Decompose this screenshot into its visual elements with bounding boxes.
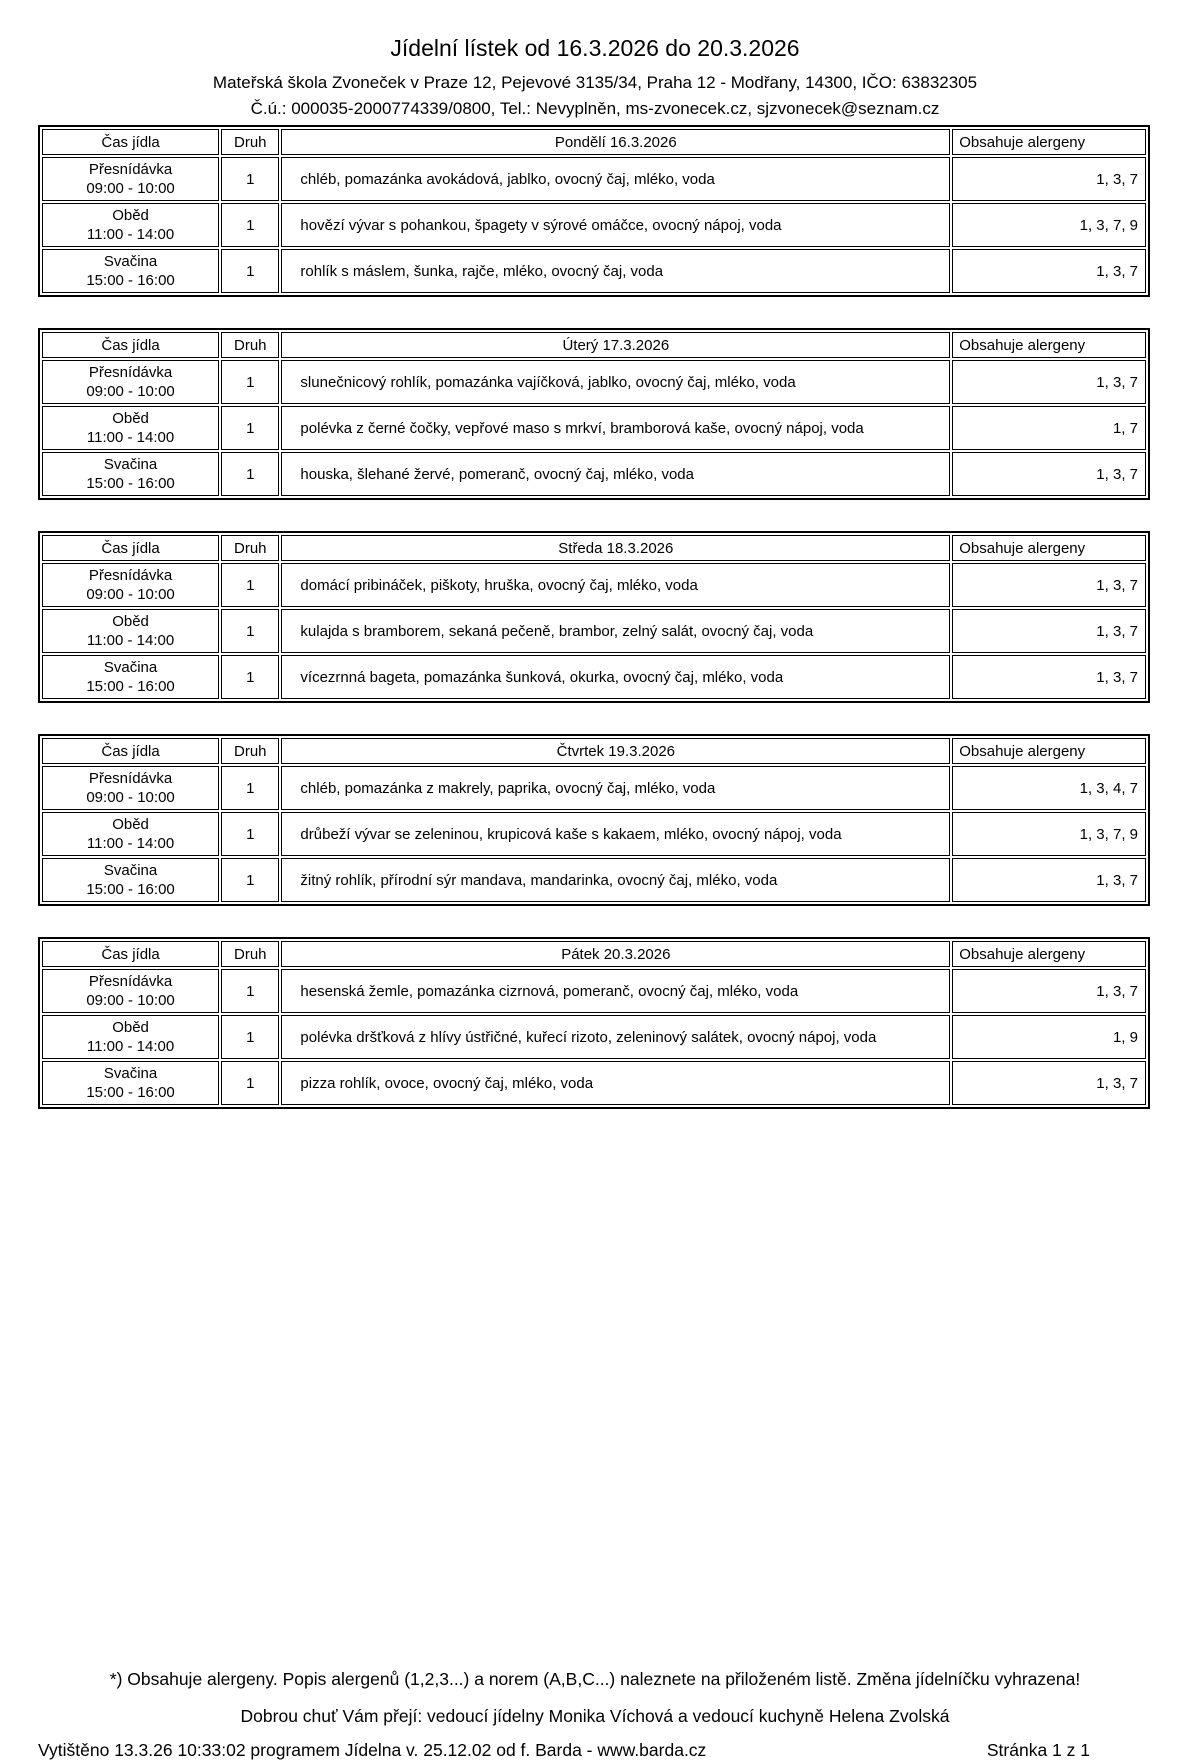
allergens-value: 1, 3, 7, 9 xyxy=(952,203,1146,247)
meal-name-time xyxy=(42,766,219,810)
allergens-value: 1, 3, 7 xyxy=(952,452,1146,496)
meal-name: Oběd xyxy=(112,207,149,224)
allergens-value: 1, 3, 7 xyxy=(952,563,1146,607)
allergens-column-header: Obsahuje alergeny xyxy=(952,129,1146,155)
menu-text: pizza rohlík, ovoce, ovocný čaj, mléko, voda xyxy=(281,1061,950,1105)
meal-name-time xyxy=(42,1061,219,1105)
allergens-value: 1, 9 xyxy=(952,1015,1146,1059)
type-column-header: Druh xyxy=(221,332,279,358)
meal-time: 09:00 - 10:00 xyxy=(86,992,175,1009)
meal-name: Svačina xyxy=(103,456,158,473)
menu-text: hesenská žemle, pomazánka cizrnová, pomeranč, ovocný čaj, mléko, voda xyxy=(281,969,950,1013)
menu-text: kulajda s bramborem, sekaná pečeně, brambor, zelný salát, ovocný čaj, voda xyxy=(281,609,950,653)
lunch-row xyxy=(42,609,1146,653)
type-column-header: Druh xyxy=(221,129,279,155)
allergens-value: 1, 3, 7 xyxy=(952,1061,1146,1105)
meal-name: Svačina xyxy=(103,862,158,879)
course-number: 1 xyxy=(221,609,279,653)
allergens-value: 1, 3, 7 xyxy=(952,969,1146,1013)
meal-time: 11:00 - 14:00 xyxy=(86,429,175,446)
meal-name: Přesnídávka xyxy=(88,567,173,584)
snack-row xyxy=(42,858,1146,902)
day-menu-table xyxy=(38,328,1150,500)
print-info-row xyxy=(38,1740,1090,1761)
meal-name: Přesnídávka xyxy=(88,161,173,178)
snack-row xyxy=(42,249,1146,293)
menu-text: vícezrnná bageta, pomazánka šunková, okurka, ovocný čaj, mléko, voda xyxy=(281,655,950,699)
menu-text: rohlík s máslem, šunka, rajče, mléko, ovocný čaj, voda xyxy=(281,249,950,293)
menu-text: polévka z černé čočky, vepřové maso s mrkví, bramborová kaše, ovocný nápoj, voda xyxy=(281,406,950,450)
table-header-row xyxy=(42,129,1146,155)
snack-row xyxy=(42,452,1146,496)
course-number: 1 xyxy=(221,766,279,810)
meal-name-time xyxy=(42,406,219,450)
course-number: 1 xyxy=(221,157,279,201)
menu-text: polévka dršťková z hlívy ústřičné, kuřecí rizoto, zeleninový salátek, ovocný nápoj, voda xyxy=(281,1015,950,1059)
allergens-column-header: Obsahuje alergeny xyxy=(952,738,1146,764)
meal-name: Oběd xyxy=(112,816,149,833)
day-title: Pondělí 16.3.2026 xyxy=(281,129,950,155)
menu-text: domácí pribináček, piškoty, hruška, ovocný čaj, mléko, voda xyxy=(281,563,950,607)
time-column-header: Čas jídla xyxy=(42,535,219,561)
lunch-row xyxy=(42,406,1146,450)
meal-name-time xyxy=(42,360,219,404)
page-number: Stránka 1 z 1 xyxy=(986,1740,1090,1760)
snack-row xyxy=(42,1061,1146,1105)
meal-name: Oběd xyxy=(112,410,149,427)
day-title: Čtvrtek 19.3.2026 xyxy=(281,738,950,764)
course-number: 1 xyxy=(221,655,279,699)
wish-note: Dobrou chuť Vám přejí: vedoucí jídelny Monika Víchová a vedoucí kuchyně Helena Zvolská xyxy=(240,1706,950,1726)
allergens-column-header: Obsahuje alergeny xyxy=(952,535,1146,561)
allergens-value: 1, 3, 7 xyxy=(952,655,1146,699)
meal-time: 11:00 - 14:00 xyxy=(86,835,175,852)
course-number: 1 xyxy=(221,563,279,607)
type-column-header: Druh xyxy=(221,941,279,967)
meal-time: 11:00 - 14:00 xyxy=(86,632,175,649)
meal-name: Přesnídávka xyxy=(88,770,173,787)
menu-text: houska, šlehané žervé, pomeranč, ovocný čaj, mléko, voda xyxy=(281,452,950,496)
meal-name: Svačina xyxy=(103,659,158,676)
meal-name-time xyxy=(42,452,219,496)
type-column-header: Druh xyxy=(221,535,279,561)
day-title: Středa 18.3.2026 xyxy=(281,535,950,561)
meal-name: Přesnídávka xyxy=(88,973,173,990)
day-menu-table xyxy=(38,125,1150,297)
day-menu-table xyxy=(38,734,1150,906)
table-header-row xyxy=(42,332,1146,358)
time-column-header: Čas jídla xyxy=(42,129,219,155)
allergens-column-header: Obsahuje alergeny xyxy=(952,941,1146,967)
time-column-header: Čas jídla xyxy=(42,332,219,358)
course-number: 1 xyxy=(221,452,279,496)
meal-name: Svačina xyxy=(103,253,158,270)
course-number: 1 xyxy=(221,969,279,1013)
meal-name-time xyxy=(42,609,219,653)
lunch-row xyxy=(42,812,1146,856)
printed-info: Vytištěno 13.3.26 10:33:02 programem Jídelna v. 25.12.02 od f. Barda - www.barda.cz xyxy=(38,1740,707,1760)
course-number: 1 xyxy=(221,406,279,450)
menu-text: chléb, pomazánka z makrely, paprika, ovocný čaj, mléko, voda xyxy=(281,766,950,810)
course-number: 1 xyxy=(221,858,279,902)
meal-time: 15:00 - 16:00 xyxy=(86,1084,175,1101)
day-menu-table xyxy=(38,531,1150,703)
meal-time: 15:00 - 16:00 xyxy=(86,272,175,289)
table-header-row xyxy=(42,941,1146,967)
allergens-column-header: Obsahuje alergeny xyxy=(952,332,1146,358)
meal-time: 09:00 - 10:00 xyxy=(86,586,175,603)
meal-name-time xyxy=(42,655,219,699)
meal-time: 15:00 - 16:00 xyxy=(86,475,175,492)
menu-text: žitný rohlík, přírodní sýr mandava, mandarinka, ovocný čaj, mléko, voda xyxy=(281,858,950,902)
course-number: 1 xyxy=(221,203,279,247)
course-number: 1 xyxy=(221,360,279,404)
day-title: Úterý 17.3.2026 xyxy=(281,332,950,358)
breakfast-row xyxy=(42,360,1146,404)
allergens-value: 1, 7 xyxy=(952,406,1146,450)
meal-name-time xyxy=(42,203,219,247)
meal-name-time xyxy=(42,563,219,607)
breakfast-row xyxy=(42,563,1146,607)
meal-name-time xyxy=(42,1015,219,1059)
menu-text: chléb, pomazánka avokádová, jablko, ovocný čaj, mléko, voda xyxy=(281,157,950,201)
menu-tables xyxy=(38,125,1150,1140)
course-number: 1 xyxy=(221,812,279,856)
lunch-row xyxy=(42,203,1146,247)
meal-name: Oběd xyxy=(112,1019,149,1036)
breakfast-row xyxy=(42,969,1146,1013)
page-title: Jídelní lístek od 16.3.2026 do 20.3.2026 xyxy=(390,35,800,61)
course-number: 1 xyxy=(221,249,279,293)
meal-time: 15:00 - 16:00 xyxy=(86,881,175,898)
day-menu-table xyxy=(38,937,1150,1109)
meal-name: Oběd xyxy=(112,613,149,630)
meal-time: 11:00 - 14:00 xyxy=(86,226,175,243)
breakfast-row xyxy=(42,766,1146,810)
meal-name-time xyxy=(42,157,219,201)
meal-time: 15:00 - 16:00 xyxy=(86,678,175,695)
meal-time: 09:00 - 10:00 xyxy=(86,180,175,197)
allergen-note: *) Obsahuje alergeny. Popis alergenů (1,2,3...) a norem (A,B,C...) naleznete na přiloženém listě. Změna jídelníčku vyhrazena! xyxy=(109,1669,1081,1689)
course-number: 1 xyxy=(221,1061,279,1105)
document-header xyxy=(0,0,1190,122)
meal-name-time xyxy=(42,858,219,902)
allergens-value: 1, 3, 7 xyxy=(952,360,1146,404)
time-column-header: Čas jídla xyxy=(42,738,219,764)
allergens-value: 1, 3, 7 xyxy=(952,249,1146,293)
lunch-row xyxy=(42,1015,1146,1059)
meal-name-time xyxy=(42,969,219,1013)
meal-name-time xyxy=(42,249,219,293)
meal-name-time xyxy=(42,812,219,856)
meal-time: 11:00 - 14:00 xyxy=(86,1038,175,1055)
contact-line: Č.ú.: 000035-2000774339/0800, Tel.: Nevyplněn, ms-zvonecek.cz, sjzvonecek@seznam.cz xyxy=(250,99,940,118)
day-title: Pátek 20.3.2026 xyxy=(281,941,950,967)
menu-text: drůbeží vývar se zeleninou, krupicová kaše s kakaem, mléko, ovocný nápoj, voda xyxy=(281,812,950,856)
table-header-row xyxy=(42,535,1146,561)
breakfast-row xyxy=(42,157,1146,201)
time-column-header: Čas jídla xyxy=(42,941,219,967)
allergens-value: 1, 3, 7 xyxy=(952,609,1146,653)
allergens-value: 1, 3, 7, 9 xyxy=(952,812,1146,856)
menu-text: hovězí vývar s pohankou, špagety v sýrové omáčce, ovocný nápoj, voda xyxy=(281,203,950,247)
allergens-value: 1, 3, 7 xyxy=(952,157,1146,201)
allergens-value: 1, 3, 4, 7 xyxy=(952,766,1146,810)
type-column-header: Druh xyxy=(221,738,279,764)
menu-text: slunečnicový rohlík, pomazánka vajíčková, jablko, ovocný čaj, mléko, voda xyxy=(281,360,950,404)
meal-time: 09:00 - 10:00 xyxy=(86,789,175,806)
snack-row xyxy=(42,655,1146,699)
meal-name: Přesnídávka xyxy=(88,364,173,381)
meal-name: Svačina xyxy=(103,1065,158,1082)
course-number: 1 xyxy=(221,1015,279,1059)
table-header-row xyxy=(42,738,1146,764)
organization-line: Mateřská škola Zvoneček v Praze 12, Pejevové 3135/34, Praha 12 - Modřany, 14300, IČO: 63832305 xyxy=(212,73,978,92)
allergens-value: 1, 3, 7 xyxy=(952,858,1146,902)
meal-time: 09:00 - 10:00 xyxy=(86,383,175,400)
